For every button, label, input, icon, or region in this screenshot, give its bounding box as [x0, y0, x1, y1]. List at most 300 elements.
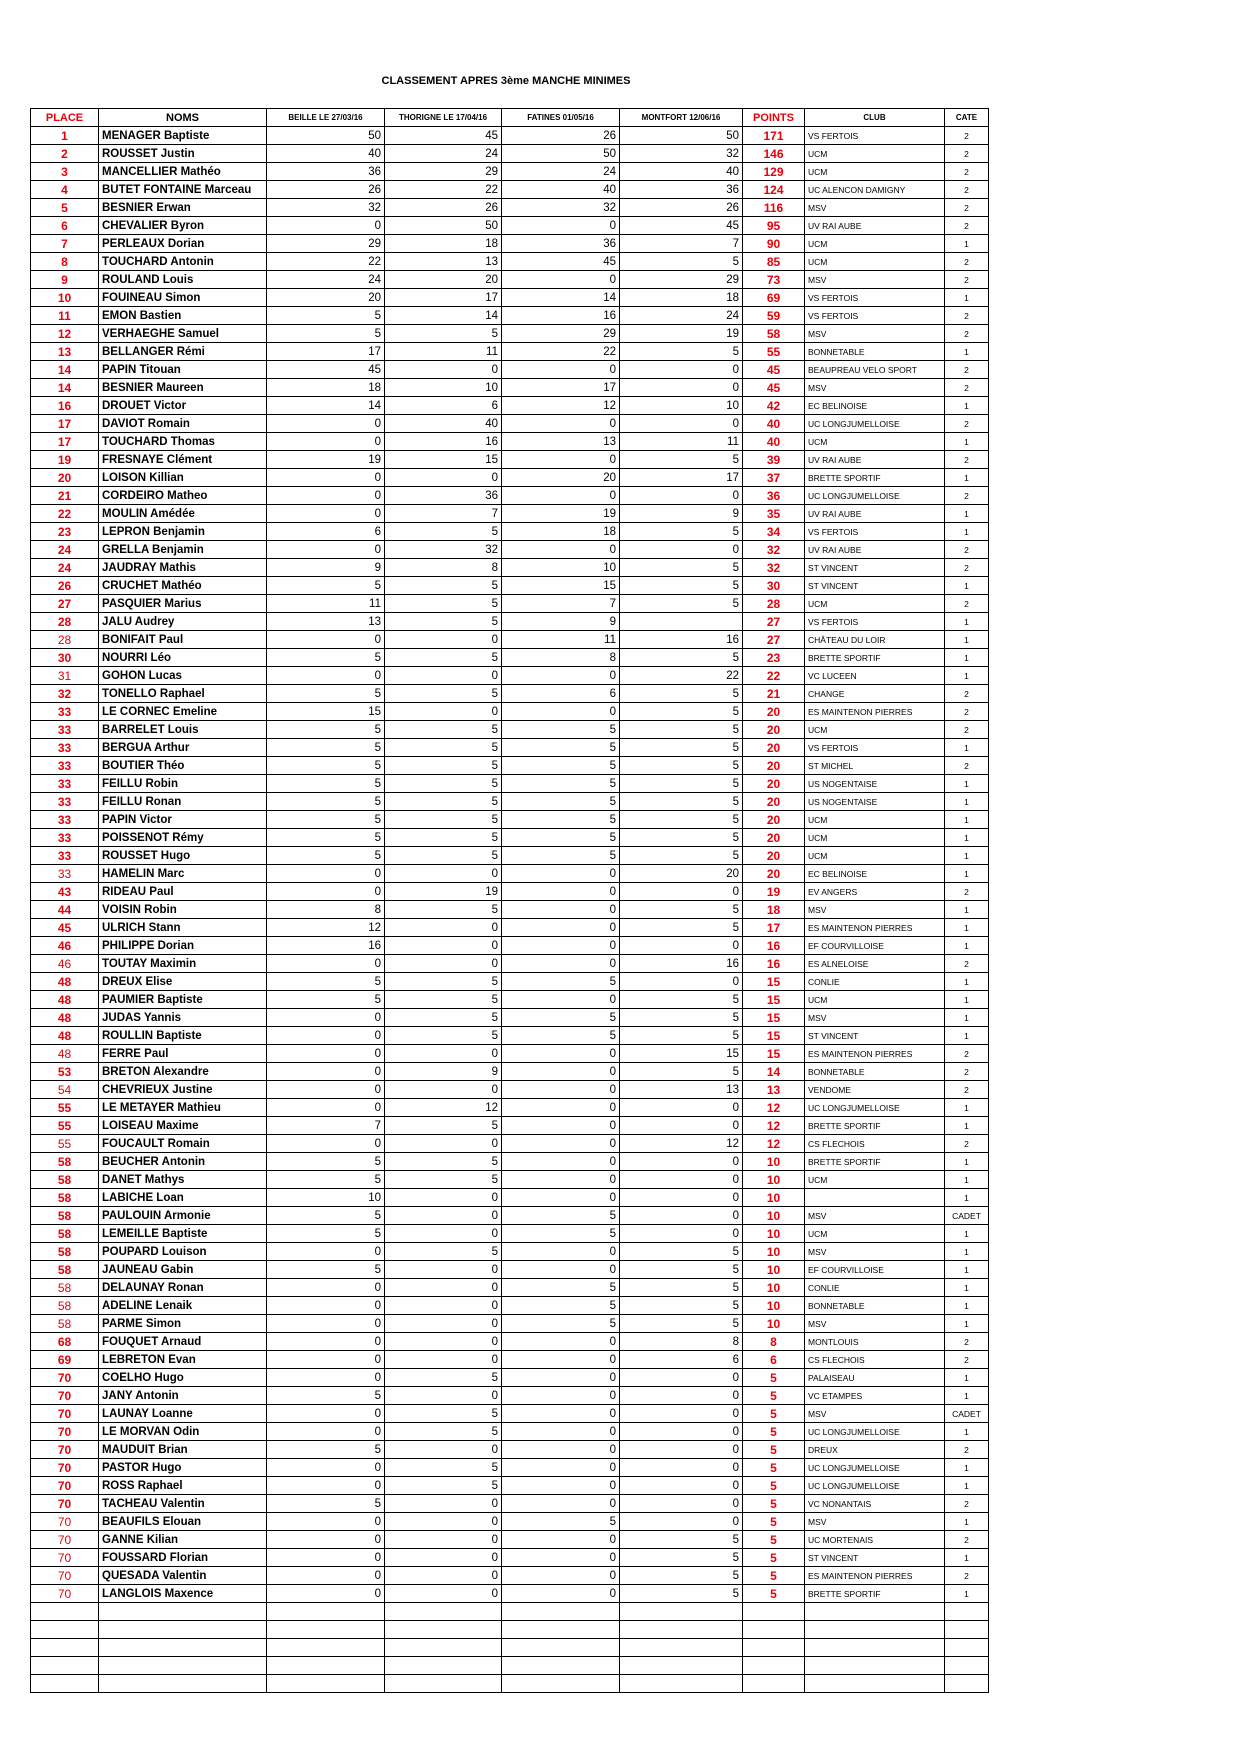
cell-round-4: 5: [620, 901, 743, 919]
table-row: [31, 145, 989, 163]
table-row: [31, 1441, 989, 1459]
cell-place: 7: [31, 235, 99, 253]
cell-category: 1: [945, 1423, 989, 1441]
cell-points: 58: [743, 325, 805, 343]
cell-category: 2: [945, 1063, 989, 1081]
cell-round-1: 12: [267, 919, 385, 937]
cell-round-3: 0: [502, 217, 620, 235]
cell-category: 2: [945, 1135, 989, 1153]
table-row: [31, 505, 989, 523]
cell-round-3: 0: [502, 1261, 620, 1279]
table-row: [31, 469, 989, 487]
cell-round-2: 5: [385, 775, 502, 793]
cell-points: 5: [743, 1405, 805, 1423]
cell-place: 14: [31, 361, 99, 379]
cell-round-3: 0: [502, 1387, 620, 1405]
cell-round-1: 16: [267, 937, 385, 955]
cell-round-4: 5: [620, 919, 743, 937]
cell-place: 32: [31, 685, 99, 703]
cell-round-1: 0: [267, 1333, 385, 1351]
cell-round-1: 13: [267, 613, 385, 631]
cell-place: 58: [31, 1297, 99, 1315]
cell-name: PHILIPPE Dorian: [99, 937, 267, 955]
cell-points: 73: [743, 271, 805, 289]
cell-name: BONIFAIT Paul: [99, 631, 267, 649]
cell-category: 1: [945, 811, 989, 829]
cell-round-1: 5: [267, 757, 385, 775]
cell-round-4: 5: [620, 1315, 743, 1333]
cell-points: 12: [743, 1099, 805, 1117]
cell-place: 8: [31, 253, 99, 271]
table-row: [31, 1117, 989, 1135]
cell-club: UC ALENCON DAMIGNY: [805, 181, 945, 199]
cell-club: PALAISEAU: [805, 1369, 945, 1387]
cell-round-2: 13: [385, 253, 502, 271]
cell-club: ST VINCENT: [805, 1027, 945, 1045]
table-row: [31, 433, 989, 451]
cell-round-1: 19: [267, 451, 385, 469]
cell-club: EF COURVILLOISE: [805, 1261, 945, 1279]
cell-club: EC BELINOISE: [805, 865, 945, 883]
cell-round-3: 0: [502, 919, 620, 937]
cell-place: 28: [31, 631, 99, 649]
cell-round-2: 20: [385, 271, 502, 289]
cell-club: BRETTE SPORTIF: [805, 1117, 945, 1135]
cell-round-1: 36: [267, 163, 385, 181]
cell-round-1: 0: [267, 1531, 385, 1549]
cell-points: 146: [743, 145, 805, 163]
cell-club: [805, 1189, 945, 1207]
cell-club: UCM: [805, 433, 945, 451]
cell-name: LE MORVAN Odin: [99, 1423, 267, 1441]
cell-club: CHANGE: [805, 685, 945, 703]
cell-category: 1: [945, 937, 989, 955]
cell-round-3: 24: [502, 163, 620, 181]
cell-place: 11: [31, 307, 99, 325]
empty-cell: [945, 1621, 989, 1639]
cell-name: ROSS Raphael: [99, 1477, 267, 1495]
cell-round-1: 5: [267, 1207, 385, 1225]
cell-points: 37: [743, 469, 805, 487]
cell-round-1: 29: [267, 235, 385, 253]
empty-cell: [945, 1639, 989, 1657]
cell-round-3: 12: [502, 397, 620, 415]
cell-round-2: 0: [385, 1351, 502, 1369]
cell-round-1: 0: [267, 1423, 385, 1441]
cell-points: 18: [743, 901, 805, 919]
cell-points: 90: [743, 235, 805, 253]
cell-name: CHEVRIEUX Justine: [99, 1081, 267, 1099]
cell-round-3: 14: [502, 289, 620, 307]
cell-points: 30: [743, 577, 805, 595]
cell-place: 70: [31, 1567, 99, 1585]
cell-category: 2: [945, 757, 989, 775]
table-row: [31, 649, 989, 667]
cell-club: VS FERTOIS: [805, 127, 945, 145]
cell-round-4: 19: [620, 325, 743, 343]
table-row: [31, 1081, 989, 1099]
cell-round-2: 18: [385, 235, 502, 253]
cell-place: 17: [31, 433, 99, 451]
cell-name: MAUDUIT Brian: [99, 1441, 267, 1459]
cell-round-4: 0: [620, 937, 743, 955]
standings-table: [30, 108, 989, 1693]
cell-round-2: 0: [385, 1531, 502, 1549]
cell-name: FEILLU Ronan: [99, 793, 267, 811]
cell-round-3: 0: [502, 1117, 620, 1135]
cell-round-4: 5: [620, 703, 743, 721]
table-row: [31, 1549, 989, 1567]
cell-round-4: 0: [620, 1225, 743, 1243]
cell-club: CONLIE: [805, 1279, 945, 1297]
empty-cell: [385, 1657, 502, 1675]
cell-place: 6: [31, 217, 99, 235]
cell-points: 10: [743, 1297, 805, 1315]
cell-round-2: 0: [385, 1387, 502, 1405]
cell-round-3: 45: [502, 253, 620, 271]
cell-round-3: 5: [502, 757, 620, 775]
cell-round-4: 10: [620, 397, 743, 415]
cell-name: TOUCHARD Thomas: [99, 433, 267, 451]
cell-place: 70: [31, 1531, 99, 1549]
cell-round-3: 0: [502, 955, 620, 973]
cell-round-1: 0: [267, 217, 385, 235]
cell-category: 1: [945, 1261, 989, 1279]
table-row: [31, 721, 989, 739]
cell-round-1: 20: [267, 289, 385, 307]
cell-category: 2: [945, 595, 989, 613]
cell-round-3: 0: [502, 361, 620, 379]
cell-name: BESNIER Maureen: [99, 379, 267, 397]
cell-round-4: 0: [620, 1117, 743, 1135]
table-row: [31, 127, 989, 145]
cell-round-3: 0: [502, 937, 620, 955]
cell-round-3: 0: [502, 901, 620, 919]
empty-cell: [945, 1657, 989, 1675]
cell-round-3: 5: [502, 973, 620, 991]
cell-place: 58: [31, 1225, 99, 1243]
cell-points: 20: [743, 829, 805, 847]
cell-place: 16: [31, 397, 99, 415]
cell-place: 28: [31, 613, 99, 631]
cell-round-3: 0: [502, 1351, 620, 1369]
cell-round-3: 0: [502, 1585, 620, 1603]
cell-round-1: 0: [267, 1549, 385, 1567]
cell-points: 39: [743, 451, 805, 469]
cell-place: 27: [31, 595, 99, 613]
cell-category: 2: [945, 1045, 989, 1063]
cell-place: 58: [31, 1207, 99, 1225]
cell-round-2: 5: [385, 811, 502, 829]
cell-round-1: 5: [267, 811, 385, 829]
cell-round-4: 5: [620, 595, 743, 613]
cell-round-4: 0: [620, 415, 743, 433]
cell-round-1: 0: [267, 955, 385, 973]
cell-name: FRESNAYE Clément: [99, 451, 267, 469]
cell-round-4: 0: [620, 1495, 743, 1513]
cell-name: BESNIER Erwan: [99, 199, 267, 217]
cell-place: 33: [31, 865, 99, 883]
table-row: [31, 217, 989, 235]
cell-place: 48: [31, 1027, 99, 1045]
cell-points: 10: [743, 1207, 805, 1225]
cell-round-2: 19: [385, 883, 502, 901]
cell-round-4: 5: [620, 721, 743, 739]
cell-category: 1: [945, 973, 989, 991]
cell-round-3: 0: [502, 883, 620, 901]
cell-category: 1: [945, 649, 989, 667]
cell-name: NOURRI Léo: [99, 649, 267, 667]
cell-round-3: 0: [502, 1243, 620, 1261]
cell-points: 5: [743, 1585, 805, 1603]
cell-category: 2: [945, 1531, 989, 1549]
cell-round-3: 5: [502, 793, 620, 811]
cell-round-2: 0: [385, 1297, 502, 1315]
empty-cell: [805, 1675, 945, 1693]
cell-round-2: 0: [385, 1333, 502, 1351]
table-row: [31, 1279, 989, 1297]
cell-club: VS FERTOIS: [805, 289, 945, 307]
cell-category: 1: [945, 523, 989, 541]
cell-round-3: 18: [502, 523, 620, 541]
cell-round-1: 5: [267, 1153, 385, 1171]
cell-points: 40: [743, 433, 805, 451]
table-row: [31, 1243, 989, 1261]
cell-name: LOISEAU Maxime: [99, 1117, 267, 1135]
cell-club: BRETTE SPORTIF: [805, 649, 945, 667]
cell-points: 95: [743, 217, 805, 235]
cell-name: GOHON Lucas: [99, 667, 267, 685]
cell-category: 1: [945, 1513, 989, 1531]
cell-category: 1: [945, 919, 989, 937]
empty-cell: [945, 1603, 989, 1621]
cell-round-1: 0: [267, 667, 385, 685]
cell-points: 55: [743, 343, 805, 361]
cell-round-4: 5: [620, 1063, 743, 1081]
cell-round-2: 0: [385, 1045, 502, 1063]
cell-points: 42: [743, 397, 805, 415]
cell-round-3: 0: [502, 1171, 620, 1189]
cell-name: LABICHE Loan: [99, 1189, 267, 1207]
cell-round-2: 24: [385, 145, 502, 163]
cell-round-2: 0: [385, 631, 502, 649]
col-header-round-4: MONTFORT 12/06/16: [620, 109, 743, 127]
table-row: [31, 937, 989, 955]
cell-category: 2: [945, 451, 989, 469]
cell-round-1: 0: [267, 1009, 385, 1027]
cell-name: DELAUNAY Ronan: [99, 1279, 267, 1297]
cell-round-3: 0: [502, 1441, 620, 1459]
empty-cell: [620, 1657, 743, 1675]
cell-round-4: 5: [620, 559, 743, 577]
cell-round-2: 0: [385, 1585, 502, 1603]
table-row: [31, 1315, 989, 1333]
table-row: [31, 1351, 989, 1369]
table-row: [31, 523, 989, 541]
cell-place: 70: [31, 1369, 99, 1387]
cell-club: UCM: [805, 721, 945, 739]
cell-place: 9: [31, 271, 99, 289]
empty-row: [31, 1657, 989, 1675]
cell-place: 48: [31, 973, 99, 991]
table-row: [31, 1225, 989, 1243]
cell-round-2: 5: [385, 829, 502, 847]
empty-cell: [31, 1639, 99, 1657]
cell-name: JAUNEAU Gabin: [99, 1261, 267, 1279]
cell-round-3: 5: [502, 1315, 620, 1333]
cell-points: 16: [743, 937, 805, 955]
cell-round-2: 0: [385, 865, 502, 883]
cell-name: TOUTAY Maximin: [99, 955, 267, 973]
cell-points: 20: [743, 757, 805, 775]
cell-round-4: 5: [620, 685, 743, 703]
table-row: [31, 1099, 989, 1117]
cell-name: FEILLU Robin: [99, 775, 267, 793]
table-row: [31, 307, 989, 325]
cell-round-2: 5: [385, 739, 502, 757]
cell-place: 43: [31, 883, 99, 901]
cell-club: UC LONGJUMELLOISE: [805, 1099, 945, 1117]
cell-name: ROUSSET Hugo: [99, 847, 267, 865]
cell-category: 1: [945, 1243, 989, 1261]
cell-category: 1: [945, 433, 989, 451]
cell-points: 12: [743, 1135, 805, 1153]
table-row: [31, 325, 989, 343]
cell-round-2: 5: [385, 1117, 502, 1135]
table-row: [31, 361, 989, 379]
cell-round-1: 5: [267, 775, 385, 793]
cell-round-3: 0: [502, 541, 620, 559]
cell-category: 1: [945, 397, 989, 415]
cell-category: 1: [945, 1153, 989, 1171]
cell-name: POISSENOT Rémy: [99, 829, 267, 847]
cell-round-2: 5: [385, 649, 502, 667]
cell-round-1: 5: [267, 1261, 385, 1279]
table-row: [31, 739, 989, 757]
cell-category: 2: [945, 883, 989, 901]
cell-club: ES MAINTENON PIERRES: [805, 919, 945, 937]
table-row: [31, 1135, 989, 1153]
table-row: [31, 703, 989, 721]
cell-name: LANGLOIS Maxence: [99, 1585, 267, 1603]
cell-round-1: 11: [267, 595, 385, 613]
cell-round-4: 5: [620, 523, 743, 541]
empty-cell: [743, 1639, 805, 1657]
cell-round-2: 5: [385, 973, 502, 991]
cell-round-4: 40: [620, 163, 743, 181]
cell-round-3: 32: [502, 199, 620, 217]
cell-round-1: 5: [267, 577, 385, 595]
table-row: [31, 1405, 989, 1423]
cell-points: 10: [743, 1315, 805, 1333]
cell-category: 1: [945, 235, 989, 253]
cell-round-3: 0: [502, 1477, 620, 1495]
cell-category: 1: [945, 901, 989, 919]
cell-round-2: 0: [385, 1189, 502, 1207]
cell-name: PAPIN Victor: [99, 811, 267, 829]
cell-round-1: 7: [267, 1117, 385, 1135]
cell-round-4: 5: [620, 1531, 743, 1549]
cell-round-3: 15: [502, 577, 620, 595]
cell-club: VS FERTOIS: [805, 613, 945, 631]
cell-place: 68: [31, 1333, 99, 1351]
cell-category: 2: [945, 1351, 989, 1369]
cell-category: 1: [945, 1225, 989, 1243]
cell-round-1: 18: [267, 379, 385, 397]
cell-points: 34: [743, 523, 805, 541]
cell-place: 70: [31, 1495, 99, 1513]
cell-round-1: 40: [267, 145, 385, 163]
cell-round-3: 7: [502, 595, 620, 613]
cell-points: 16: [743, 955, 805, 973]
cell-round-1: 0: [267, 631, 385, 649]
table-row: [31, 199, 989, 217]
table-row: [31, 1495, 989, 1513]
cell-place: 58: [31, 1261, 99, 1279]
cell-place: 70: [31, 1549, 99, 1567]
cell-round-1: 22: [267, 253, 385, 271]
cell-name: ULRICH Stann: [99, 919, 267, 937]
table-row: [31, 901, 989, 919]
cell-name: FOUSSARD Florian: [99, 1549, 267, 1567]
cell-round-3: 36: [502, 235, 620, 253]
cell-club: BRETTE SPORTIF: [805, 469, 945, 487]
cell-round-3: 22: [502, 343, 620, 361]
cell-round-3: 0: [502, 1423, 620, 1441]
cell-name: JANY Antonin: [99, 1387, 267, 1405]
cell-round-3: 5: [502, 1207, 620, 1225]
cell-club: UCM: [805, 595, 945, 613]
empty-cell: [31, 1603, 99, 1621]
cell-club: UCM: [805, 1225, 945, 1243]
cell-place: 20: [31, 469, 99, 487]
cell-round-1: 0: [267, 1045, 385, 1063]
cell-points: 5: [743, 1441, 805, 1459]
cell-round-1: 32: [267, 199, 385, 217]
cell-category: 1: [945, 775, 989, 793]
cell-points: 10: [743, 1171, 805, 1189]
cell-round-1: 0: [267, 1297, 385, 1315]
cell-place: 30: [31, 649, 99, 667]
cell-name: MOULIN Amédée: [99, 505, 267, 523]
cell-club: UCM: [805, 163, 945, 181]
cell-round-1: 24: [267, 271, 385, 289]
cell-place: 10: [31, 289, 99, 307]
cell-round-2: 0: [385, 1135, 502, 1153]
table-row: [31, 1513, 989, 1531]
cell-place: 17: [31, 415, 99, 433]
cell-round-4: 11: [620, 433, 743, 451]
cell-round-2: 26: [385, 199, 502, 217]
cell-category: 1: [945, 343, 989, 361]
cell-club: MSV: [805, 1243, 945, 1261]
cell-place: 33: [31, 739, 99, 757]
cell-category: 1: [945, 667, 989, 685]
cell-category: 2: [945, 703, 989, 721]
cell-round-4: 0: [620, 361, 743, 379]
cell-category: 2: [945, 379, 989, 397]
cell-round-3: 0: [502, 1063, 620, 1081]
cell-club: MSV: [805, 379, 945, 397]
cell-name: VERHAEGHE Samuel: [99, 325, 267, 343]
cell-round-4: 5: [620, 1243, 743, 1261]
cell-category: 1: [945, 1279, 989, 1297]
cell-round-2: 16: [385, 433, 502, 451]
cell-round-1: 5: [267, 1171, 385, 1189]
cell-round-1: 5: [267, 847, 385, 865]
cell-round-4: 5: [620, 775, 743, 793]
cell-round-4: 13: [620, 1081, 743, 1099]
